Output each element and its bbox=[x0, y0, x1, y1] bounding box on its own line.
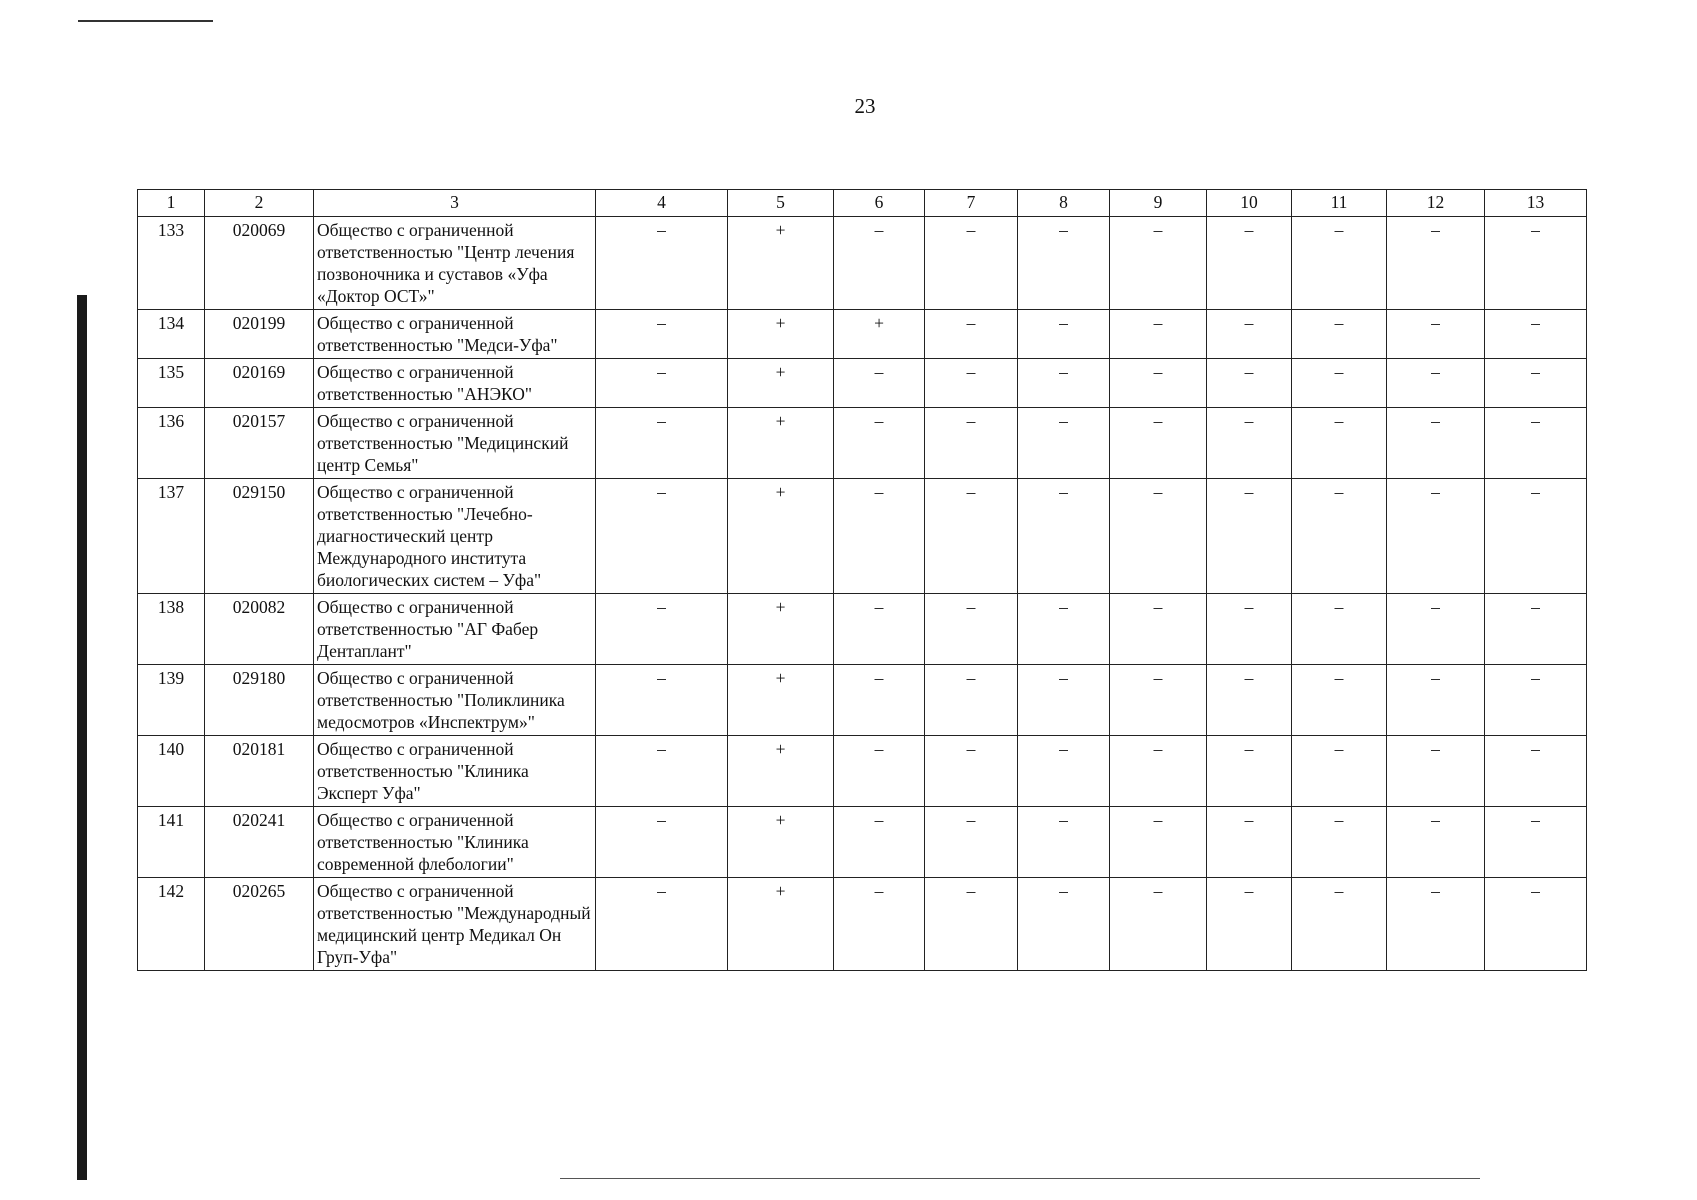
row-number-cell: 135 bbox=[138, 359, 205, 408]
registry-code-cell: 020169 bbox=[205, 359, 314, 408]
mark-cell: – bbox=[1387, 594, 1485, 665]
registry-code-cell: 029180 bbox=[205, 665, 314, 736]
mark-cell: – bbox=[1207, 736, 1292, 807]
scan-artifact-top-line bbox=[78, 20, 213, 22]
mark-cell: – bbox=[1292, 479, 1387, 594]
mark-cell: – bbox=[834, 594, 925, 665]
table-row bbox=[138, 594, 1587, 665]
mark-cell: – bbox=[1110, 310, 1207, 359]
mark-cell: – bbox=[834, 807, 925, 878]
mark-cell: + bbox=[728, 736, 834, 807]
mark-cell: – bbox=[925, 878, 1018, 971]
mark-cell: – bbox=[1110, 665, 1207, 736]
row-number-cell: 142 bbox=[138, 878, 205, 971]
column-header: 1 bbox=[138, 190, 205, 217]
mark-cell: – bbox=[596, 408, 728, 479]
mark-cell: – bbox=[596, 665, 728, 736]
mark-cell: – bbox=[596, 479, 728, 594]
mark-cell: – bbox=[1018, 408, 1110, 479]
column-header: 6 bbox=[834, 190, 925, 217]
mark-cell: + bbox=[728, 310, 834, 359]
organization-name-cell: Общество с ограниченной ответственностью "Лечебно-диагностический центр Международного института биологических систем – Уфа" bbox=[314, 479, 596, 594]
mark-cell: – bbox=[925, 310, 1018, 359]
mark-cell: – bbox=[596, 807, 728, 878]
row-number-cell: 139 bbox=[138, 665, 205, 736]
mark-cell: + bbox=[728, 807, 834, 878]
row-number-cell: 133 bbox=[138, 217, 205, 310]
mark-cell: – bbox=[925, 217, 1018, 310]
organization-name-cell: Общество с ограниченной ответственностью "Международный медицинский центр Медикал Он Груп-Уфа" bbox=[314, 878, 596, 971]
mark-cell: – bbox=[1387, 665, 1485, 736]
registry-code-cell: 020199 bbox=[205, 310, 314, 359]
mark-cell: – bbox=[1207, 665, 1292, 736]
mark-cell: – bbox=[834, 665, 925, 736]
column-header: 12 bbox=[1387, 190, 1485, 217]
mark-cell: – bbox=[1292, 736, 1387, 807]
organization-name-cell: Общество с ограниченной ответственностью "Медицинский центр Семья" bbox=[314, 408, 596, 479]
mark-cell: – bbox=[1110, 807, 1207, 878]
mark-cell: + bbox=[728, 665, 834, 736]
row-number-cell: 137 bbox=[138, 479, 205, 594]
organization-name-cell: Общество с ограниченной ответственностью "Поликлиника медосмотров «Инспектрум»" bbox=[314, 665, 596, 736]
mark-cell: – bbox=[1387, 359, 1485, 408]
mark-cell: – bbox=[1110, 594, 1207, 665]
mark-cell: – bbox=[1292, 807, 1387, 878]
mark-cell: – bbox=[1018, 665, 1110, 736]
mark-cell: – bbox=[596, 878, 728, 971]
mark-cell: – bbox=[1018, 359, 1110, 408]
mark-cell: – bbox=[1207, 594, 1292, 665]
mark-cell: – bbox=[1292, 359, 1387, 408]
organization-name-cell: Общество с ограниченной ответственностью "Клиника современной флебологии" bbox=[314, 807, 596, 878]
mark-cell: – bbox=[1207, 310, 1292, 359]
mark-cell: – bbox=[1485, 408, 1587, 479]
mark-cell: – bbox=[1207, 479, 1292, 594]
mark-cell: + bbox=[728, 878, 834, 971]
registry-code-cell: 020265 bbox=[205, 878, 314, 971]
table-row bbox=[138, 878, 1587, 971]
mark-cell: – bbox=[1292, 594, 1387, 665]
row-number-cell: 138 bbox=[138, 594, 205, 665]
mark-cell: – bbox=[1292, 665, 1387, 736]
table-row bbox=[138, 359, 1587, 408]
mark-cell: – bbox=[1485, 665, 1587, 736]
mark-cell: – bbox=[1110, 359, 1207, 408]
mark-cell: – bbox=[1018, 807, 1110, 878]
header-row bbox=[138, 190, 1587, 217]
mark-cell: – bbox=[1110, 878, 1207, 971]
mark-cell: – bbox=[925, 736, 1018, 807]
mark-cell: + bbox=[728, 217, 834, 310]
column-header: 11 bbox=[1292, 190, 1387, 217]
mark-cell: – bbox=[834, 217, 925, 310]
page-number: 23 bbox=[854, 94, 876, 118]
table-row bbox=[138, 310, 1587, 359]
row-number-cell: 136 bbox=[138, 408, 205, 479]
row-number-cell: 134 bbox=[138, 310, 205, 359]
mark-cell: – bbox=[1292, 878, 1387, 971]
organization-name-cell: Общество с ограниченной ответственностью "Клиника Эксперт Уфа" bbox=[314, 736, 596, 807]
table-row bbox=[138, 217, 1587, 310]
row-number-cell: 141 bbox=[138, 807, 205, 878]
registry-code-cell: 020082 bbox=[205, 594, 314, 665]
table-row bbox=[138, 479, 1587, 594]
mark-cell: – bbox=[1387, 736, 1485, 807]
mark-cell: – bbox=[1485, 479, 1587, 594]
mark-cell: – bbox=[925, 359, 1018, 408]
mark-cell: – bbox=[1018, 736, 1110, 807]
mark-cell: + bbox=[728, 479, 834, 594]
mark-cell: – bbox=[925, 479, 1018, 594]
mark-cell: – bbox=[596, 310, 728, 359]
mark-cell: – bbox=[1018, 594, 1110, 665]
column-header: 8 bbox=[1018, 190, 1110, 217]
mark-cell: – bbox=[1485, 310, 1587, 359]
mark-cell: – bbox=[834, 359, 925, 408]
mark-cell: – bbox=[1485, 217, 1587, 310]
mark-cell: – bbox=[834, 736, 925, 807]
mark-cell: – bbox=[1018, 310, 1110, 359]
mark-cell: – bbox=[1485, 878, 1587, 971]
mark-cell: – bbox=[1387, 217, 1485, 310]
mark-cell: – bbox=[1110, 217, 1207, 310]
mark-cell: – bbox=[1387, 479, 1485, 594]
table-row bbox=[138, 736, 1587, 807]
mark-cell: – bbox=[925, 408, 1018, 479]
table-row bbox=[138, 807, 1587, 878]
mark-cell: – bbox=[1018, 217, 1110, 310]
row-number-cell: 140 bbox=[138, 736, 205, 807]
mark-cell: – bbox=[596, 594, 728, 665]
mark-cell: – bbox=[1292, 408, 1387, 479]
mark-cell: – bbox=[1018, 479, 1110, 594]
mark-cell: – bbox=[1018, 878, 1110, 971]
mark-cell: – bbox=[1207, 408, 1292, 479]
column-header: 10 bbox=[1207, 190, 1292, 217]
organization-name-cell: Общество с ограниченной ответственностью "Центр лечения позвоночника и суставов «Уфа «Доктор ОСТ»" bbox=[314, 217, 596, 310]
column-header: 2 bbox=[205, 190, 314, 217]
mark-cell: – bbox=[1387, 878, 1485, 971]
column-header: 4 bbox=[596, 190, 728, 217]
registry-code-cell: 020157 bbox=[205, 408, 314, 479]
mark-cell: – bbox=[1110, 736, 1207, 807]
organization-name-cell: Общество с ограниченной ответственностью "АНЭКО" bbox=[314, 359, 596, 408]
column-header: 3 bbox=[314, 190, 596, 217]
mark-cell: – bbox=[834, 479, 925, 594]
mark-cell: – bbox=[1207, 878, 1292, 971]
scan-artifact-bottom-line bbox=[560, 1178, 1480, 1179]
registry-code-cell: 020241 bbox=[205, 807, 314, 878]
mark-cell: – bbox=[925, 665, 1018, 736]
mark-cell: – bbox=[1110, 479, 1207, 594]
mark-cell: – bbox=[834, 878, 925, 971]
mark-cell: – bbox=[1485, 359, 1587, 408]
mark-cell: – bbox=[596, 217, 728, 310]
mark-cell: – bbox=[925, 594, 1018, 665]
mark-cell: + bbox=[728, 408, 834, 479]
column-header: 5 bbox=[728, 190, 834, 217]
mark-cell: – bbox=[1485, 736, 1587, 807]
mark-cell: + bbox=[728, 594, 834, 665]
table-row bbox=[138, 408, 1587, 479]
mark-cell: – bbox=[1485, 807, 1587, 878]
mark-cell: + bbox=[834, 310, 925, 359]
mark-cell: – bbox=[1207, 359, 1292, 408]
table-row bbox=[138, 665, 1587, 736]
registry-code-cell: 020069 bbox=[205, 217, 314, 310]
mark-cell: – bbox=[596, 736, 728, 807]
registry-code-cell: 020181 bbox=[205, 736, 314, 807]
organization-name-cell: Общество с ограниченной ответственностью "Медси-Уфа" bbox=[314, 310, 596, 359]
mark-cell: – bbox=[1207, 807, 1292, 878]
column-header: 9 bbox=[1110, 190, 1207, 217]
registry-code-cell: 029150 bbox=[205, 479, 314, 594]
mark-cell: – bbox=[1110, 408, 1207, 479]
mark-cell: – bbox=[1387, 310, 1485, 359]
organization-name-cell: Общество с ограниченной ответственностью "АГ Фабер Дентаплант" bbox=[314, 594, 596, 665]
mark-cell: – bbox=[1207, 217, 1292, 310]
mark-cell: – bbox=[1485, 594, 1587, 665]
mark-cell: – bbox=[834, 408, 925, 479]
scan-artifact-left-bar bbox=[77, 295, 87, 1180]
mark-cell: + bbox=[728, 359, 834, 408]
mark-cell: – bbox=[1292, 217, 1387, 310]
registry-table bbox=[137, 189, 1587, 971]
column-header: 7 bbox=[925, 190, 1018, 217]
mark-cell: – bbox=[925, 807, 1018, 878]
column-header: 13 bbox=[1485, 190, 1587, 217]
mark-cell: – bbox=[1292, 310, 1387, 359]
mark-cell: – bbox=[1387, 807, 1485, 878]
mark-cell: – bbox=[1387, 408, 1485, 479]
mark-cell: – bbox=[596, 359, 728, 408]
